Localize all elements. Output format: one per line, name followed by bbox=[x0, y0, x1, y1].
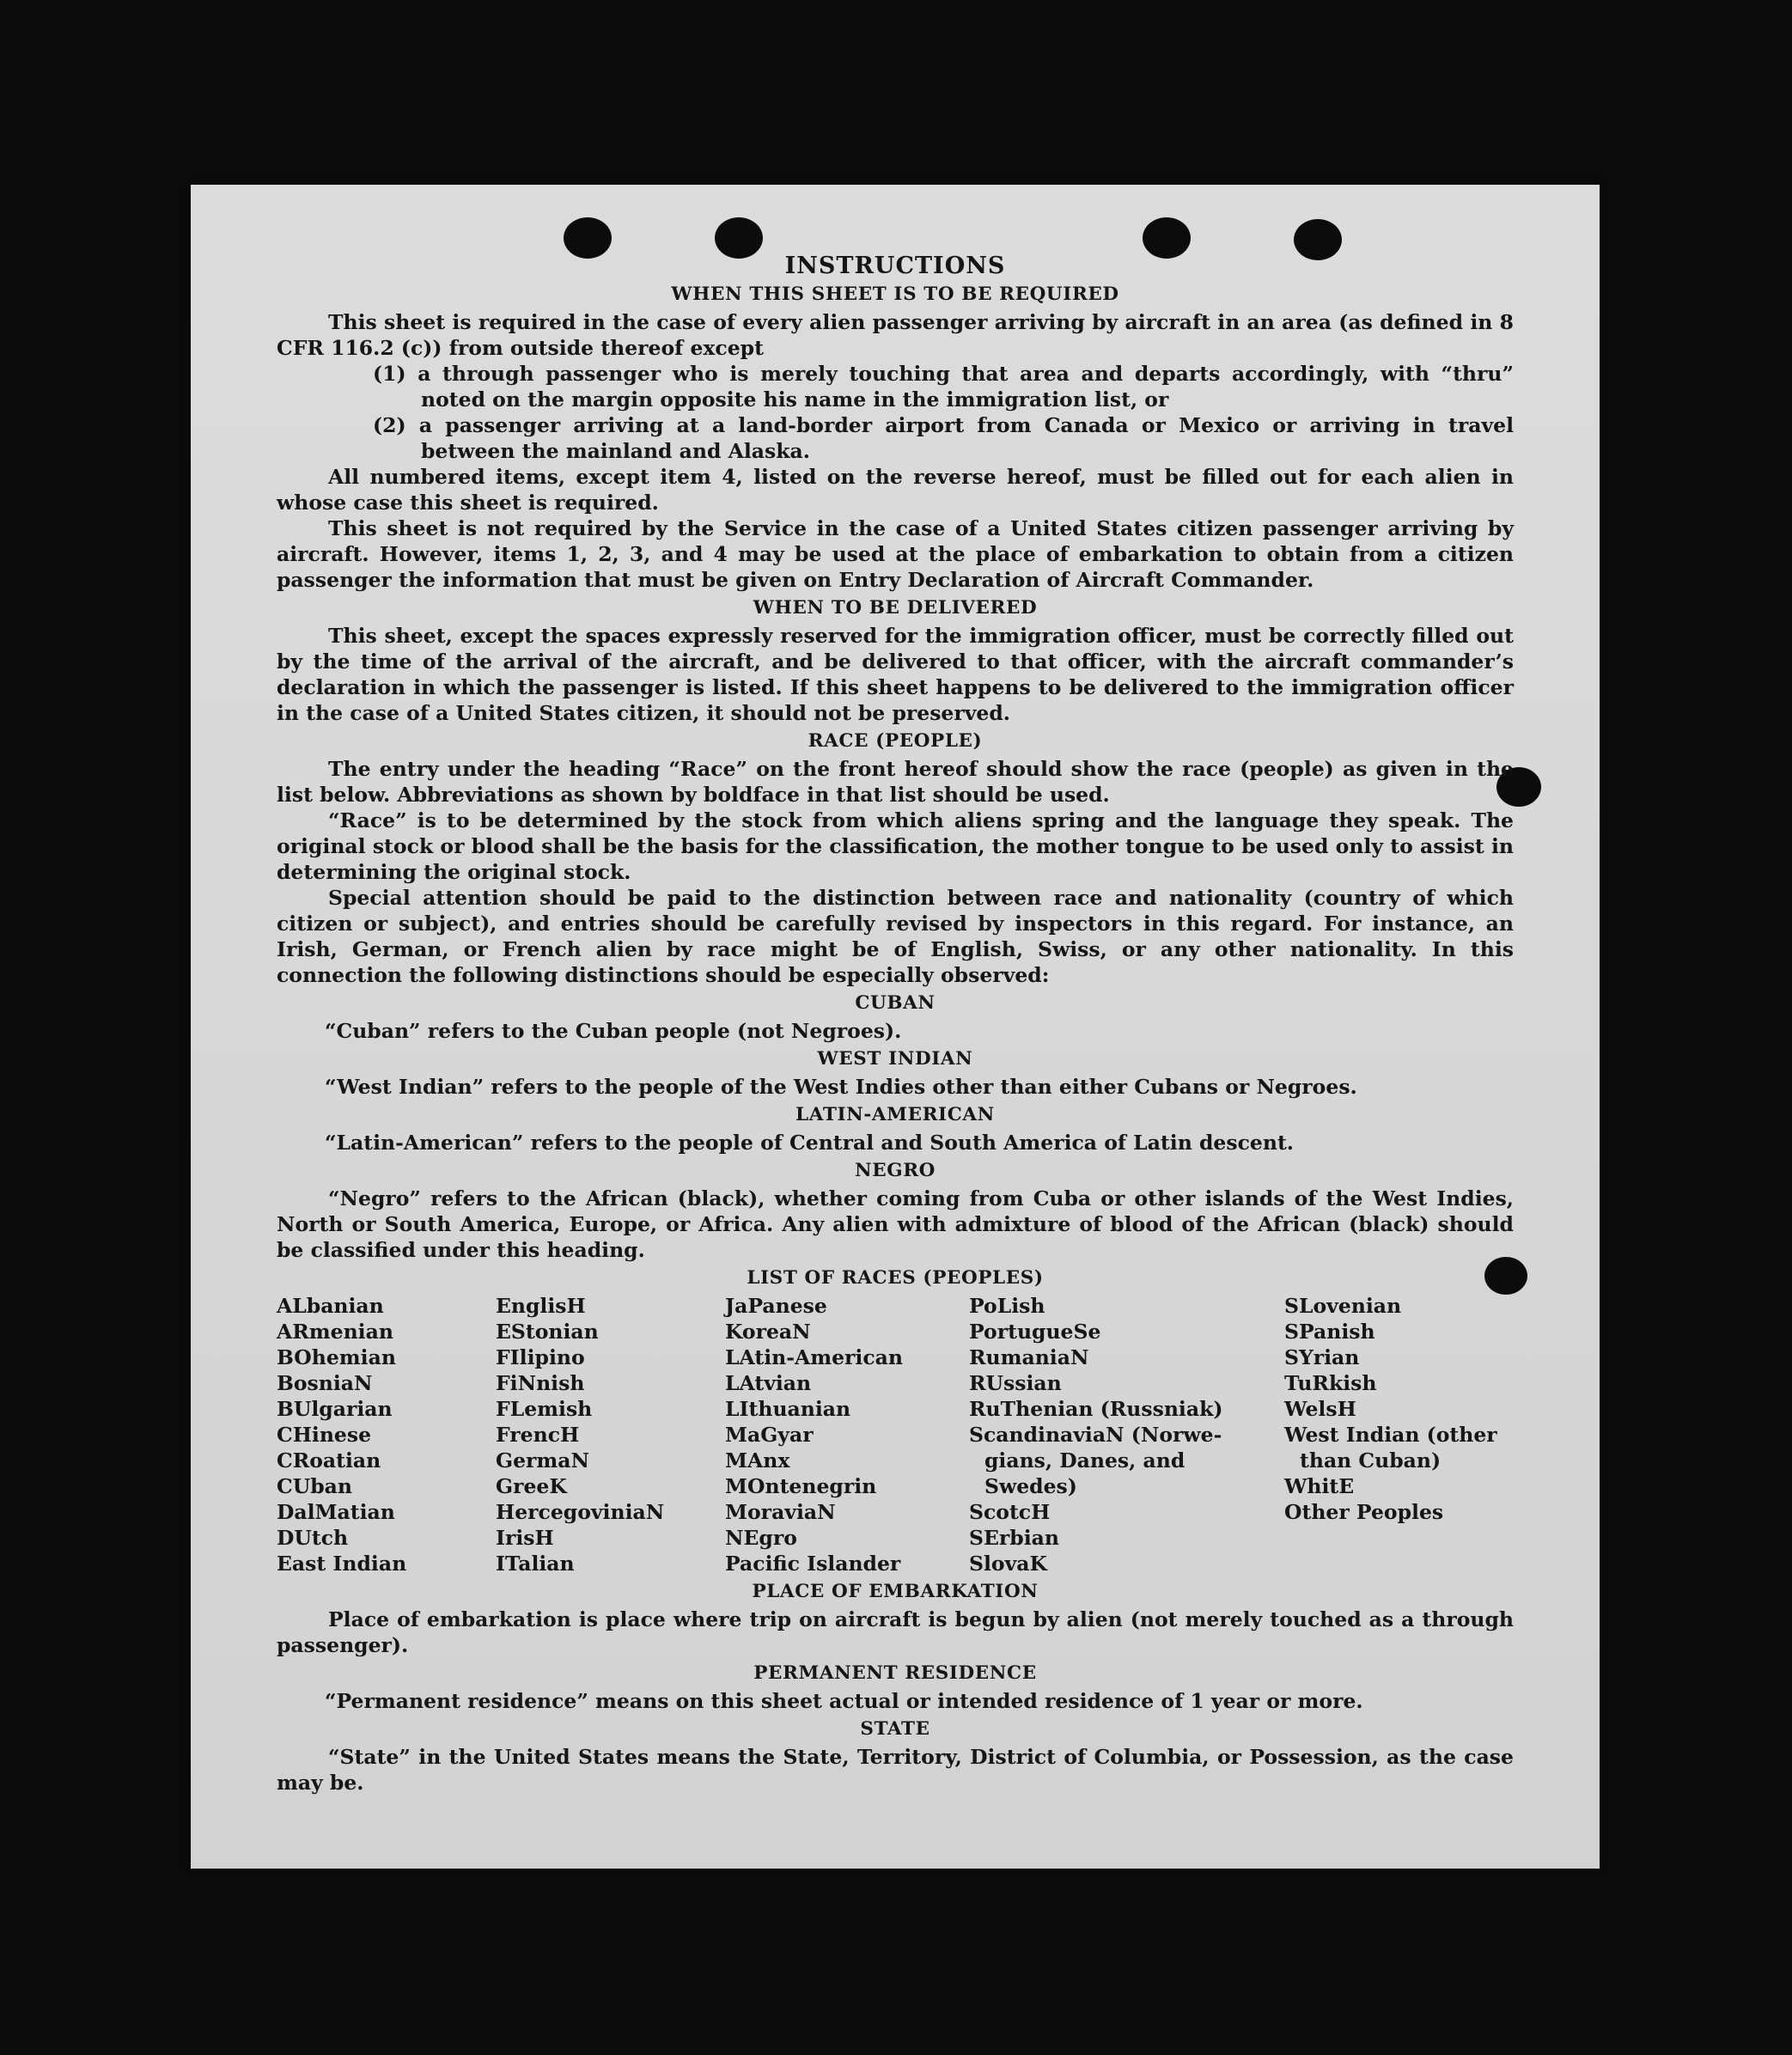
race-entry: FIlipino bbox=[496, 1345, 585, 1369]
race-entry: CUban bbox=[277, 1474, 352, 1498]
race-entry: RumaniaN bbox=[969, 1345, 1089, 1369]
heading-when-delivered: WHEN TO BE DELIVERED bbox=[753, 597, 1038, 619]
race-entry: than Cuban) bbox=[1300, 1448, 1442, 1473]
punch-hole-icon bbox=[564, 217, 612, 259]
punch-hole-icon bbox=[715, 217, 763, 259]
race-entry: gians, Danes, and bbox=[984, 1448, 1186, 1473]
race-entry: JaPanese bbox=[725, 1294, 827, 1318]
paragraph: This sheet, except the spaces expressly reserved for the immigration officer, must be correctly filled out by the time of the arrival of the aircraft, and be delivered to that officer, with the aircraft commander’s declaration in which the passenger is listed. If this sheet happens to be delivered to the immigration officer in the case of a United States citizen, it should not be preserved. bbox=[277, 624, 1514, 725]
race-entry: RUssian bbox=[969, 1371, 1062, 1395]
paragraph: “State” in the United States means the State, Territory, District of Columbia, or Possession, as the case may be. bbox=[277, 1745, 1514, 1795]
race-entry: East Indian bbox=[277, 1552, 407, 1576]
race-entry: SYrian bbox=[1284, 1345, 1360, 1369]
paragraph: Place of embarkation is place where trip on aircraft is begun by alien (not merely touched as a through passenger). bbox=[277, 1607, 1514, 1657]
paragraph: “Race” is to be determined by the stock from which aliens spring and the language they speak. The original stock or blood shall be the basis for the classification, the mother tongue to be used only to assist in determining the original stock. bbox=[277, 808, 1514, 884]
paragraph: “West Indian” refers to the people of the West Indies other than either Cubans or Negroes. bbox=[325, 1075, 1357, 1099]
heading-permanent-residence: PERMANENT RESIDENCE bbox=[753, 1662, 1037, 1684]
race-entry: TuRkish bbox=[1284, 1371, 1377, 1395]
heading-latin-american: LATIN-AMERICAN bbox=[795, 1104, 995, 1125]
list-item: (1) a through passenger who is merely touching that area and departs accordingly, with “thru” noted on the margin opposite his name in the immigration list, or bbox=[373, 362, 1514, 412]
race-entry: SlovaK bbox=[969, 1552, 1047, 1576]
race-entry: WelsH bbox=[1284, 1397, 1356, 1421]
races-column bbox=[1284, 1293, 1508, 1576]
paragraph: This sheet is required in the case of every alien passenger arriving by aircraft in an area (as defined in 8 CFR 116.2 (c)) from outside thereof except bbox=[277, 310, 1514, 360]
race-entry: PoLish bbox=[969, 1294, 1045, 1318]
paragraph: The entry under the heading “Race” on the front hereof should show the race (people) as given in the list below. Abbreviations as shown by boldface in that list should be used. bbox=[277, 757, 1514, 807]
race-entry: ARmenian bbox=[277, 1320, 393, 1344]
race-entry: CHinese bbox=[277, 1423, 372, 1447]
races-column bbox=[725, 1293, 969, 1576]
race-entry: RuThenian (Russniak) bbox=[969, 1397, 1223, 1421]
race-entry: SLovenian bbox=[1284, 1294, 1402, 1318]
race-entry: DUtch bbox=[277, 1526, 349, 1550]
race-entry: MAnx bbox=[725, 1448, 790, 1473]
instructions-content bbox=[277, 253, 1514, 1796]
heading-list-of-races: LIST OF RACES (PEOPLES) bbox=[747, 1267, 1044, 1289]
paragraph: This sheet is not required by the Service in the case of a United States citizen passenger arriving by aircraft. However, items 1, 2, 3, and 4 may be used at the place of embarkation to obtain from a citizen passenger the information that must be given on Entry Declaration of Aircraft Commander. bbox=[277, 516, 1514, 592]
race-entry: NEgro bbox=[725, 1526, 797, 1550]
race-entry: BUlgarian bbox=[277, 1397, 393, 1421]
paragraph: Special attention should be paid to the distinction between race and nationality (country of which citizen or subject), and entries should be carefully revised by inspectors in this regard. For instance, an Irish, German, or French alien by race might be of English, Swiss, or any other nationality. In this connection the following distinctions should be especially observed: bbox=[277, 886, 1514, 987]
race-entry: Other Peoples bbox=[1284, 1500, 1444, 1524]
paragraph: “Permanent residence” means on this sheet actual or intended residence of 1 year or more. bbox=[325, 1689, 1363, 1713]
race-entry: KoreaN bbox=[725, 1320, 811, 1344]
race-entry: LAtvian bbox=[725, 1371, 812, 1395]
race-entry: EStonian bbox=[496, 1320, 599, 1344]
race-entry: SPanish bbox=[1284, 1320, 1375, 1344]
race-entry: IrisH bbox=[496, 1526, 554, 1550]
race-entry: ITalian bbox=[496, 1552, 575, 1576]
race-entry: CRoatian bbox=[277, 1448, 381, 1473]
heading-race: RACE (PEOPLE) bbox=[808, 730, 983, 752]
race-entry: MoraviaN bbox=[725, 1500, 836, 1524]
race-entry: LAtin-American bbox=[725, 1345, 903, 1369]
race-entry: GermaN bbox=[496, 1448, 589, 1473]
heading-place-of-embarkation: PLACE OF EMBARKATION bbox=[752, 1581, 1039, 1602]
races-column bbox=[277, 1293, 496, 1576]
heading-cuban: CUBAN bbox=[855, 992, 936, 1014]
race-entry: MOntenegrin bbox=[725, 1474, 877, 1498]
races-table bbox=[277, 1293, 1514, 1576]
race-entry: Pacific Islander bbox=[725, 1552, 901, 1576]
page-title: INSTRUCTIONS bbox=[784, 253, 1006, 279]
races-column bbox=[969, 1293, 1284, 1576]
heading-when-required: WHEN THIS SHEET IS TO BE REQUIRED bbox=[671, 284, 1119, 305]
race-entry: West Indian (other bbox=[1284, 1423, 1497, 1447]
race-entry: PortugueSe bbox=[969, 1320, 1101, 1344]
races-column bbox=[496, 1293, 725, 1576]
paragraph: “Negro” refers to the African (black), whether coming from Cuba or other islands of the West Indies, North or South America, Europe, or Africa. Any alien with admixture of blood of the African (black) should be classified under this heading. bbox=[277, 1186, 1514, 1262]
heading-negro: NEGRO bbox=[855, 1160, 936, 1181]
paragraph: “Latin-American” refers to the people of Central and South America of Latin descent. bbox=[325, 1131, 1294, 1155]
race-entry: FLemish bbox=[496, 1397, 593, 1421]
race-entry: MaGyar bbox=[725, 1423, 814, 1447]
paragraph: “Cuban” refers to the Cuban people (not Negroes). bbox=[325, 1019, 902, 1043]
list-item: (2) a passenger arriving at a land-border airport from Canada or Mexico or arriving in travel between the mainland and Alaska. bbox=[373, 413, 1514, 463]
race-entry: ScotcH bbox=[969, 1500, 1051, 1524]
race-entry: WhitE bbox=[1284, 1474, 1355, 1498]
race-entry: BosniaN bbox=[277, 1371, 373, 1395]
race-entry: ScandinaviaN (Norwe- bbox=[969, 1423, 1222, 1447]
race-entry: EnglisH bbox=[496, 1294, 586, 1318]
race-entry: GreeK bbox=[496, 1474, 567, 1498]
race-entry: FiNnish bbox=[496, 1371, 585, 1395]
punch-hole-icon bbox=[1143, 217, 1191, 259]
race-entry: DalMatian bbox=[277, 1500, 395, 1524]
heading-state: STATE bbox=[860, 1718, 930, 1740]
race-entry: Swedes) bbox=[984, 1474, 1077, 1498]
race-entry: HercegoviniaN bbox=[496, 1500, 665, 1524]
race-entry: BOhemian bbox=[277, 1345, 396, 1369]
race-entry: FrencH bbox=[496, 1423, 580, 1447]
paragraph: All numbered items, except item 4, listed on the reverse hereof, must be filled out for each alien in whose case this sheet is required. bbox=[277, 465, 1514, 515]
race-entry: SErbian bbox=[969, 1526, 1059, 1550]
heading-west-indian: WEST INDIAN bbox=[817, 1048, 973, 1070]
document-sheet bbox=[191, 185, 1600, 1869]
race-entry: ALbanian bbox=[277, 1294, 384, 1318]
race-entry: LIthuanian bbox=[725, 1397, 851, 1421]
